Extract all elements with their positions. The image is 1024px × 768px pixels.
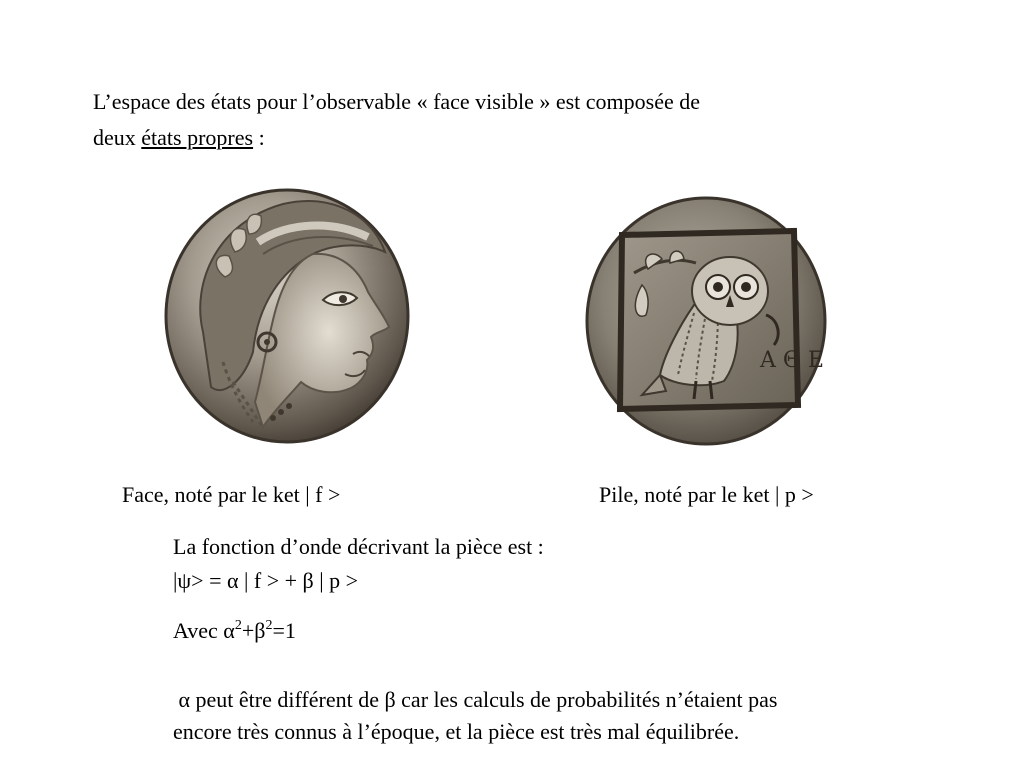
owl-inscription: Α Θ Ε [760, 348, 824, 373]
athena-coin-image [163, 182, 415, 444]
intro-prefix: deux [93, 125, 142, 150]
face-caption: Face, noté par le ket | f > [122, 482, 341, 507]
owl-coin-image [584, 195, 832, 447]
beta-exponent: 2 [265, 618, 273, 633]
plus-sign: + [241, 618, 255, 643]
intro-suffix: : [253, 125, 265, 150]
wave-function-line-1: La fonction d’onde décrivant la pièce est : [173, 534, 544, 559]
wave-function-formula: |ψ> = α | f > + β | p > [173, 568, 359, 593]
pile-caption: Pile, noté par le ket | p > [599, 482, 814, 507]
note-line-2: encore très connus à l’époque, et la pièce est très mal équilibrée. [173, 719, 740, 744]
etats-propres-link[interactable]: états propres [141, 125, 254, 150]
constraint-prefix: Avec [173, 618, 224, 643]
intro-line-2 [93, 122, 265, 153]
normalization-constraint [173, 615, 296, 646]
alpha-symbol: α [223, 618, 235, 643]
alpha-exponent: 2 [234, 618, 242, 633]
constraint-suffix: =1 [272, 618, 296, 643]
beta-symbol: β [254, 618, 266, 643]
note-line-1: α peut être différent de β car les calculs de probabilités n’étaient pas [173, 687, 778, 712]
intro-line-1: L’espace des états pour l’observable « face visible » est composée de [93, 89, 701, 114]
